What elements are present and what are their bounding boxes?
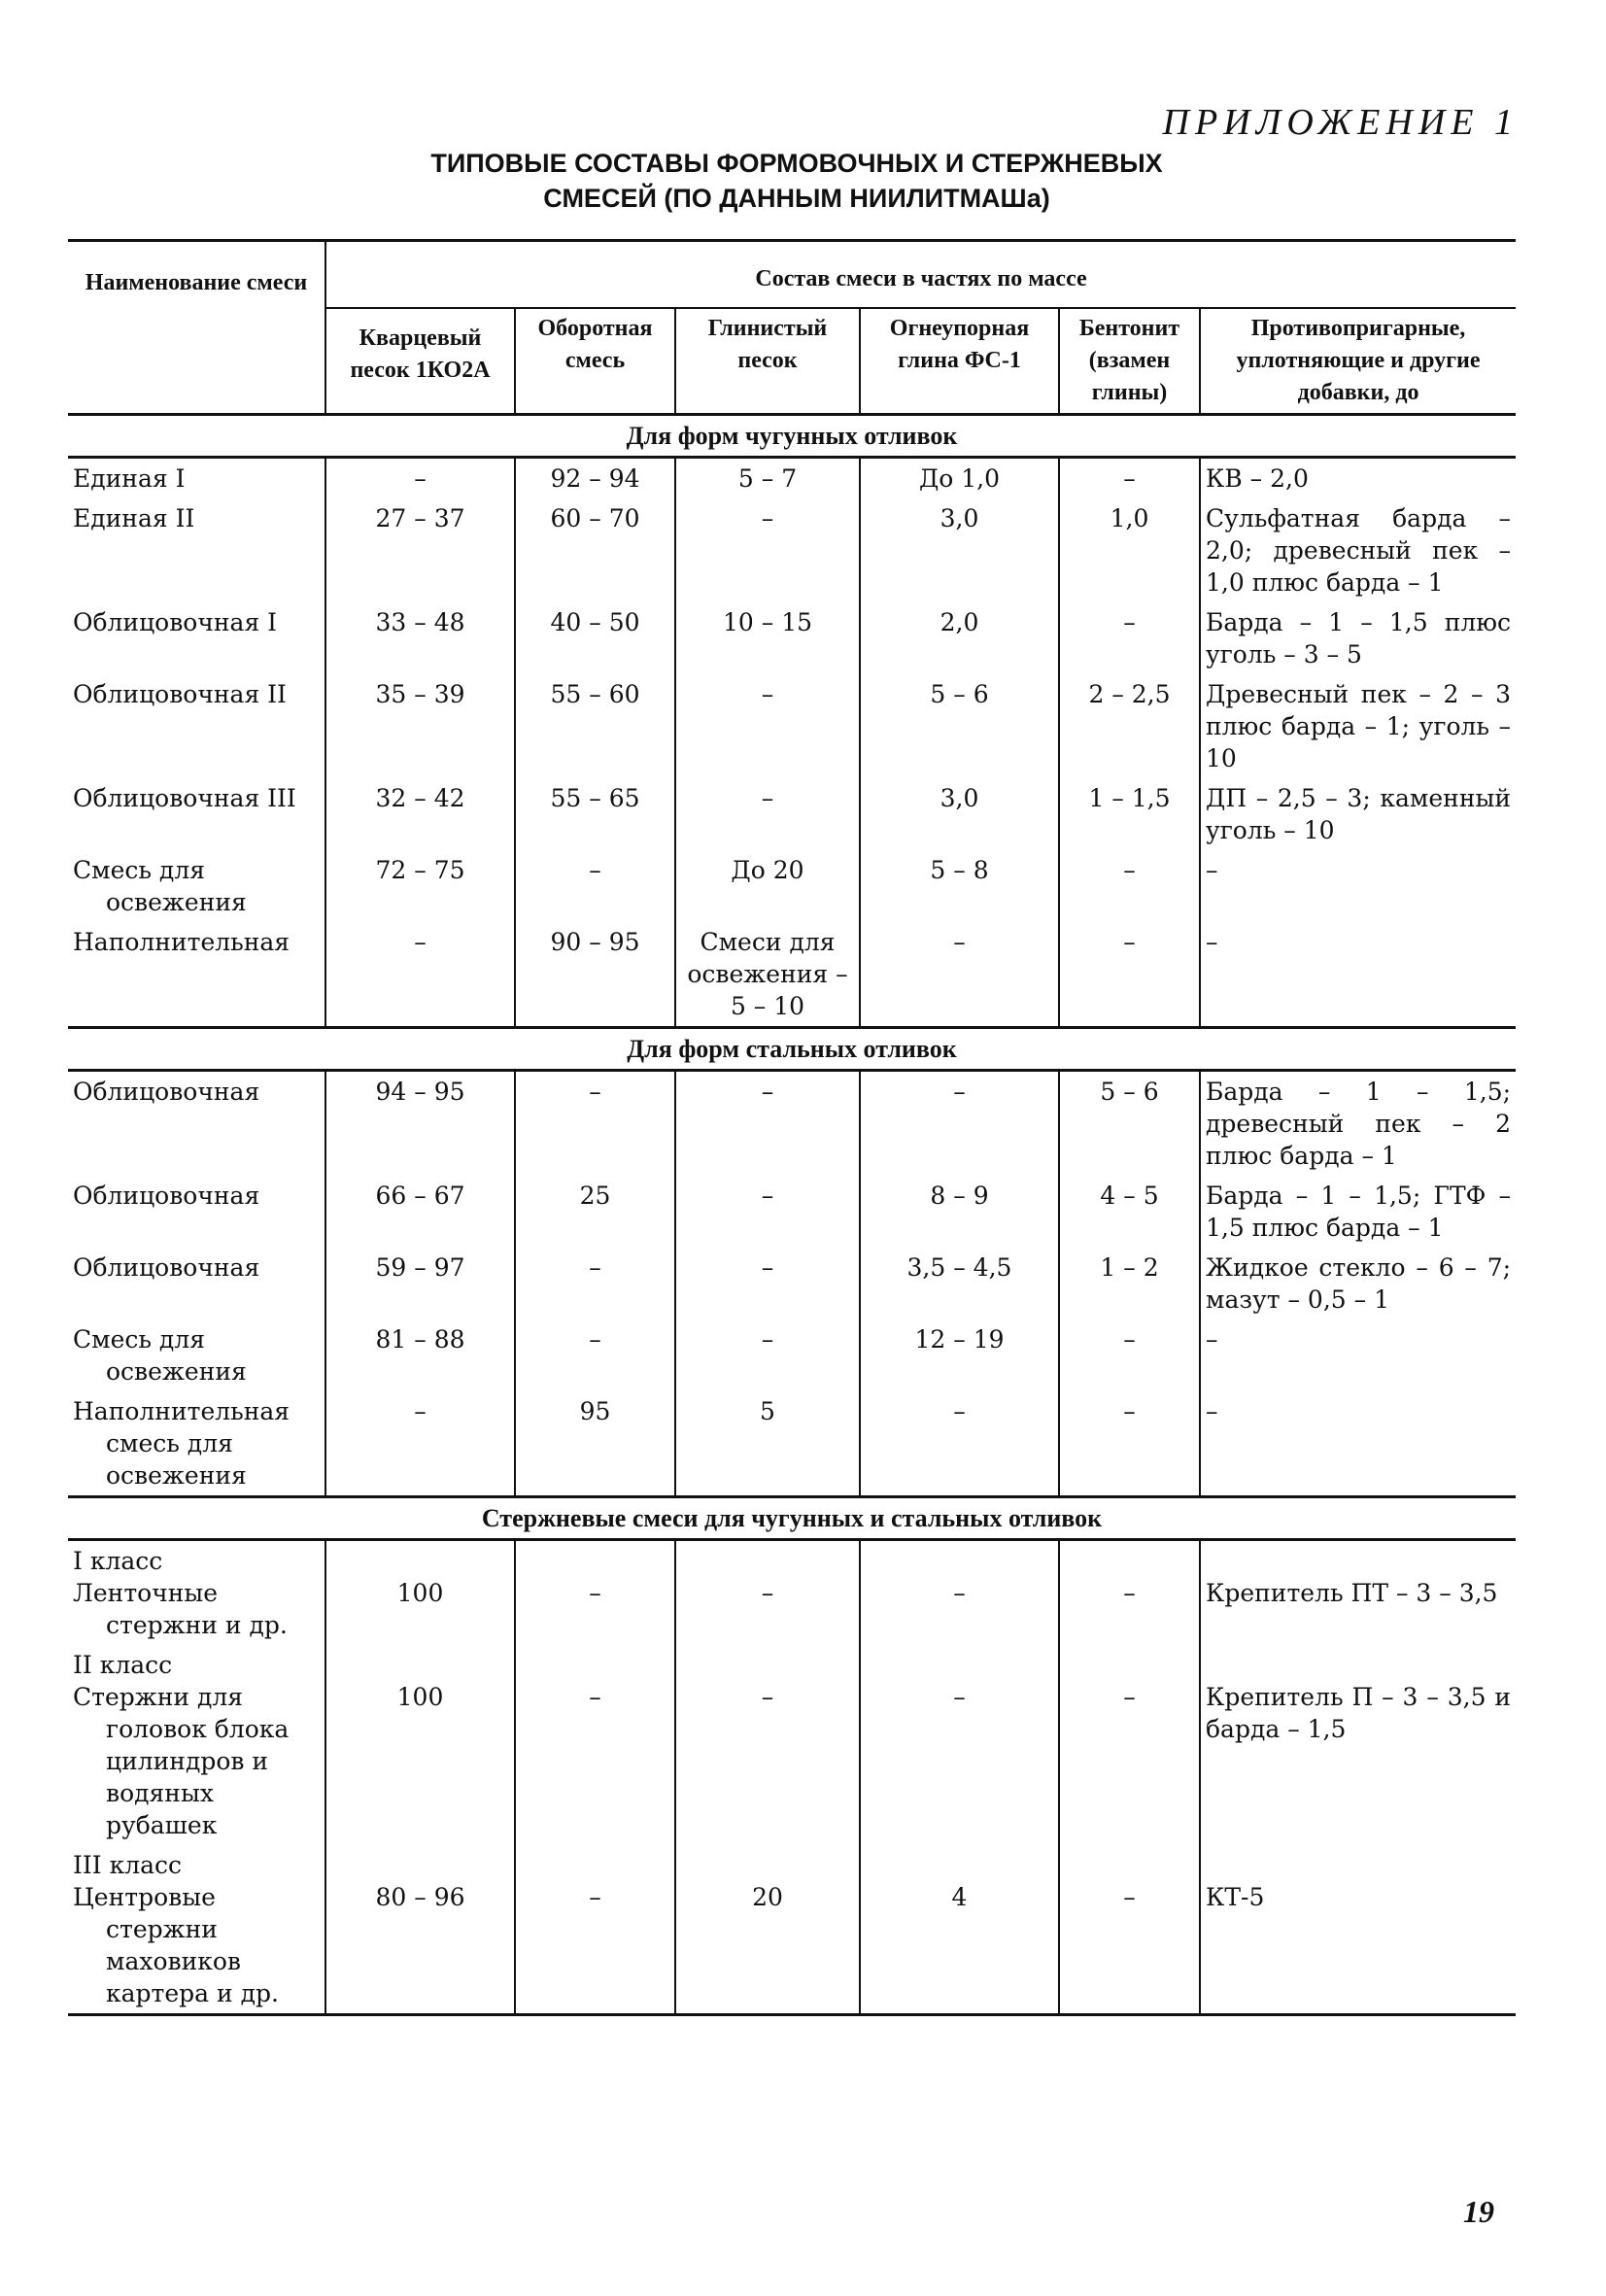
mixture-name-cell (68, 922, 325, 1028)
cell-additives: Жидкое стекло – 6 – 7; мазут – 0,5 – 1 (1200, 1248, 1516, 1319)
section-header (68, 415, 1516, 458)
mixture-name-cell (68, 1540, 325, 1646)
mixture-name-cell (68, 1391, 325, 1497)
cell-refractory: 8 – 9 (860, 1176, 1059, 1248)
cell-additives: Крепитель П – 3 – 3,5 и барда – 1,5 (1200, 1645, 1516, 1845)
title-line-1: ТИПОВЫЕ СОСТАВЫ ФОРМОВОЧНЫХ И СТЕРЖНЕВЫХ (430, 149, 1163, 178)
mixture-name: Облицовочная (73, 1253, 260, 1282)
mixture-name-cell (68, 778, 325, 850)
mixture-name-cell (68, 1248, 325, 1319)
cell-clay-sand: – (675, 1319, 860, 1391)
cell-additives: Барда – 1 – 1,5; ГТФ – 1,5 плюс барда – 1 (1200, 1176, 1516, 1248)
mixture-name-cell (68, 498, 325, 602)
cell-additives: Сульфатная барда – 2,0; древесный пек – 1,0 плюс барда – 1 (1200, 498, 1516, 602)
table-row (68, 778, 1516, 850)
cell-bentonite: – (1059, 1540, 1200, 1646)
cell-quartz: 72 – 75 (325, 850, 515, 922)
header-clay-sand: Глинистый песок (675, 308, 860, 415)
cell-additives: Барда – 1 – 1,5; древесный пек – 2 плюс барда – 1 (1200, 1071, 1516, 1177)
section-header (68, 1497, 1516, 1540)
cell-additives: КВ – 2,0 (1200, 458, 1516, 499)
cell-quartz: 59 – 97 (325, 1248, 515, 1319)
cell-refractory: 5 – 8 (860, 850, 1059, 922)
core-class-label: II класс (73, 1651, 173, 1679)
cell-recycled: 90 – 95 (515, 922, 675, 1028)
header-additives: Противопригарные, уплотняющие и другие добавки, до (1200, 308, 1516, 415)
cell-quartz: 100 (325, 1645, 515, 1845)
cell-clay-sand: 5 – 7 (675, 458, 860, 499)
table-row (68, 1391, 1516, 1497)
page-number: 19 (1463, 2194, 1494, 2229)
mixture-name-cell (68, 458, 325, 499)
cell-recycled: – (515, 850, 675, 922)
cell-recycled: 55 – 60 (515, 674, 675, 778)
appendix-label: ПРИЛОЖЕНИЕ 1 (1162, 102, 1519, 143)
cell-recycled: 25 (515, 1176, 675, 1248)
cell-refractory: 3,0 (860, 778, 1059, 850)
cell-clay-sand: 5 (675, 1391, 860, 1497)
cell-clay-sand: До 20 (675, 850, 860, 922)
cell-quartz: 35 – 39 (325, 674, 515, 778)
table-row (68, 1540, 1516, 1646)
cell-bentonite: – (1059, 458, 1200, 499)
cell-recycled: – (515, 1071, 675, 1177)
section-title: Для форм чугунных отливок (68, 415, 1516, 458)
table-row (68, 602, 1516, 674)
cell-recycled: 40 – 50 (515, 602, 675, 674)
mixture-name: Облицовочная III (73, 784, 296, 812)
cell-recycled: – (515, 1248, 675, 1319)
cell-bentonite: – (1059, 1645, 1200, 1845)
header-name: Наименование смеси (68, 241, 325, 415)
table-row (68, 1071, 1516, 1177)
mixture-name: Единая II (73, 504, 195, 532)
mixture-name: Центровые стержни маховиков картера и др. (73, 1883, 279, 2007)
table-row (68, 1845, 1516, 2015)
mixture-name: Единая I (73, 464, 186, 493)
mixture-name-cell (68, 602, 325, 674)
cell-quartz: 33 – 48 (325, 602, 515, 674)
cell-quartz: 80 – 96 (325, 1845, 515, 2015)
mixture-name-cell (68, 674, 325, 778)
cell-recycled: 95 (515, 1391, 675, 1497)
title-line-2: СМЕСЕЙ (ПО ДАННЫМ НИИЛИТМАШа) (543, 184, 1050, 213)
table-row (68, 498, 1516, 602)
table-row (68, 1248, 1516, 1319)
cell-bentonite: – (1059, 1319, 1200, 1391)
cell-refractory: 2,0 (860, 602, 1059, 674)
mixture-name: Облицовочная (73, 1078, 260, 1106)
cell-bentonite: 1,0 (1059, 498, 1200, 602)
cell-quartz: 94 – 95 (325, 1071, 515, 1177)
cell-recycled: 60 – 70 (515, 498, 675, 602)
cell-clay-sand: – (675, 1248, 860, 1319)
cell-clay-sand: Смеси для освежения – 5 – 10 (675, 922, 860, 1028)
cell-clay-sand: – (675, 674, 860, 778)
table-body (68, 415, 1516, 2015)
mixture-name-cell (68, 850, 325, 922)
table-row (68, 850, 1516, 922)
cell-quartz: 66 – 67 (325, 1176, 515, 1248)
section-title: Для форм стальных отливок (68, 1028, 1516, 1071)
mixture-name: Наполнительная (73, 928, 290, 956)
cell-refractory: 4 (860, 1845, 1059, 2015)
cell-clay-sand: 10 – 15 (675, 602, 860, 674)
cell-refractory: – (860, 1645, 1059, 1845)
mixture-name-cell (68, 1319, 325, 1391)
mixture-name: Стержни для головок блока цилиндров и водяных рубашек (73, 1683, 290, 1839)
cell-recycled: – (515, 1540, 675, 1646)
cell-refractory: 3,5 – 4,5 (860, 1248, 1059, 1319)
section-header (68, 1028, 1516, 1071)
cell-additives: Древесный пек – 2 – 3 плюс барда – 1; уголь – 10 (1200, 674, 1516, 778)
header-refractory-clay: Огнеупорная глина ФС-1 (860, 308, 1059, 415)
cell-recycled: 55 – 65 (515, 778, 675, 850)
mixture-name-cell (68, 1845, 325, 2015)
cell-quartz: – (325, 1391, 515, 1497)
cell-additives: ДП – 2,5 – 3; каменный уголь – 10 (1200, 778, 1516, 850)
mixture-name: Смесь для освежения (73, 856, 247, 916)
cell-additives: Крепитель ПТ – 3 – 3,5 (1200, 1540, 1516, 1646)
cell-refractory: 3,0 (860, 498, 1059, 602)
mixture-name-cell (68, 1645, 325, 1845)
cell-quartz: 100 (325, 1540, 515, 1646)
cell-bentonite: 2 – 2,5 (1059, 674, 1200, 778)
cell-clay-sand: – (675, 1176, 860, 1248)
cell-bentonite: 5 – 6 (1059, 1071, 1200, 1177)
mixture-composition-table (68, 239, 1516, 2016)
core-class-label: I класс (73, 1547, 163, 1575)
cell-additives: – (1200, 850, 1516, 922)
cell-additives: – (1200, 922, 1516, 1028)
cell-recycled: 92 – 94 (515, 458, 675, 499)
mixture-name: Ленточные стержни и др. (73, 1579, 288, 1639)
cell-clay-sand: – (675, 498, 860, 602)
header-bentonite: Бентонит (взамен глины) (1059, 308, 1200, 415)
cell-bentonite: – (1059, 1845, 1200, 2015)
core-class-label: III класс (73, 1851, 182, 1879)
cell-quartz: – (325, 922, 515, 1028)
cell-bentonite: – (1059, 922, 1200, 1028)
cell-quartz: 32 – 42 (325, 778, 515, 850)
cell-refractory: 12 – 19 (860, 1319, 1059, 1391)
table-row (68, 922, 1516, 1028)
document-title (291, 146, 1302, 216)
header-composition-group: Состав смеси в частях по массе (325, 241, 1516, 309)
cell-refractory: До 1,0 (860, 458, 1059, 499)
cell-bentonite: 4 – 5 (1059, 1176, 1200, 1248)
mixture-name-cell (68, 1071, 325, 1177)
cell-recycled: – (515, 1645, 675, 1845)
cell-additives: – (1200, 1319, 1516, 1391)
cell-refractory: – (860, 1071, 1059, 1177)
cell-bentonite: 1 – 1,5 (1059, 778, 1200, 850)
cell-quartz: 27 – 37 (325, 498, 515, 602)
cell-quartz: – (325, 458, 515, 499)
table-row (68, 1645, 1516, 1845)
header-recycled-mix: Оборотная смесь (515, 308, 675, 415)
cell-recycled: – (515, 1845, 675, 2015)
cell-refractory: – (860, 1391, 1059, 1497)
mixture-name: Смесь для освежения (73, 1325, 247, 1386)
cell-additives: – (1200, 1391, 1516, 1497)
cell-refractory: – (860, 922, 1059, 1028)
cell-refractory: – (860, 1540, 1059, 1646)
mixture-name-cell (68, 1176, 325, 1248)
section-title: Стержневые смеси для чугунных и стальных отливок (68, 1497, 1516, 1540)
cell-clay-sand: – (675, 1071, 860, 1177)
header-quartz-sand: Кварцевый песок 1КО2А (325, 308, 515, 415)
cell-refractory: 5 – 6 (860, 674, 1059, 778)
table-row (68, 1319, 1516, 1391)
mixture-name: Наполнительная смесь для освежения (73, 1397, 290, 1490)
cell-bentonite: – (1059, 850, 1200, 922)
mixture-name: Облицовочная I (73, 608, 278, 636)
cell-quartz: 81 – 88 (325, 1319, 515, 1391)
cell-bentonite: – (1059, 602, 1200, 674)
mixture-name: Облицовочная (73, 1182, 260, 1210)
cell-bentonite: – (1059, 1391, 1200, 1497)
table-row (68, 1176, 1516, 1248)
cell-clay-sand: 20 (675, 1845, 860, 2015)
table-row (68, 674, 1516, 778)
cell-additives: КТ-5 (1200, 1845, 1516, 2015)
cell-recycled: – (515, 1319, 675, 1391)
cell-bentonite: 1 – 2 (1059, 1248, 1200, 1319)
cell-clay-sand: – (675, 1540, 860, 1646)
cell-clay-sand: – (675, 778, 860, 850)
cell-clay-sand: – (675, 1645, 860, 1845)
cell-additives: Барда – 1 – 1,5 плюс уголь – 3 – 5 (1200, 602, 1516, 674)
table-row (68, 458, 1516, 499)
mixture-name: Облицовочная II (73, 680, 287, 708)
